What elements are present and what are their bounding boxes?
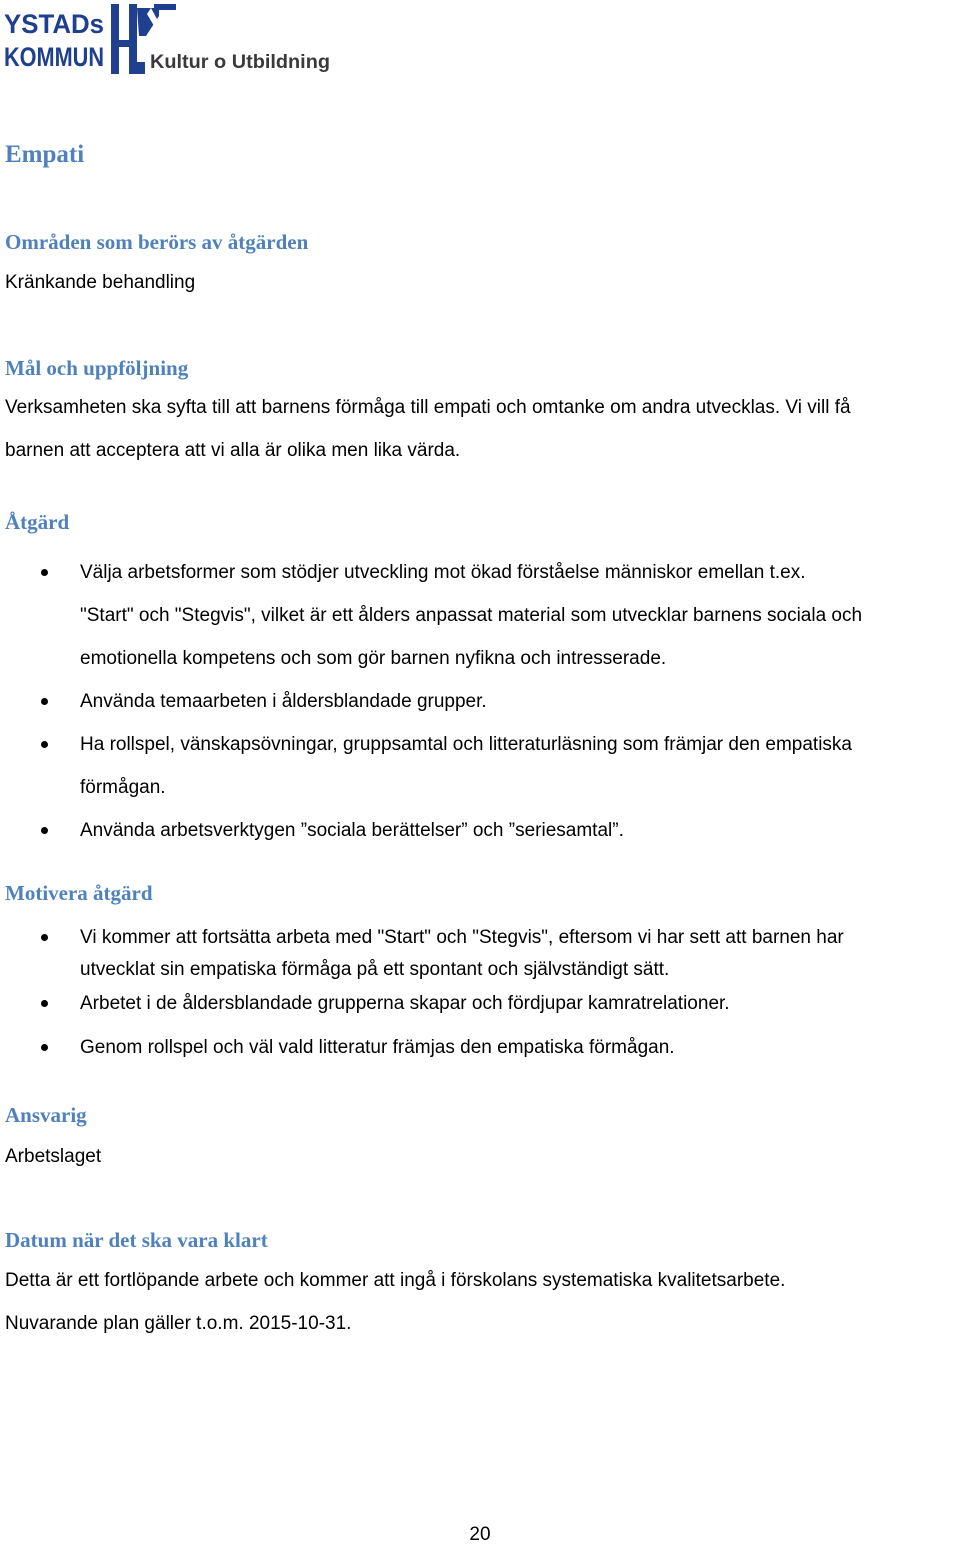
bullet-icon bbox=[41, 934, 48, 941]
action-item-line: Ha rollspel, vänskapsövningar, gruppsamtal och litteraturläsning som främjar den empatiska bbox=[80, 734, 852, 755]
areas-text: Kränkande behandling bbox=[5, 272, 196, 293]
areas-heading: Områden som berörs av åtgärden bbox=[5, 230, 309, 254]
action-list bbox=[0, 551, 862, 852]
deadline-heading: Datum när det ska vara klart bbox=[5, 1228, 268, 1252]
action-item bbox=[0, 809, 862, 852]
responsible-text: Arbetslaget bbox=[5, 1146, 102, 1167]
motivation-item-line: Genom rollspel och väl vald litteratur främjas den empatiska förmågan. bbox=[80, 1037, 675, 1058]
bullet-icon bbox=[41, 741, 48, 748]
bullet-icon bbox=[41, 827, 48, 834]
motivation-item bbox=[0, 922, 844, 986]
bullet-icon bbox=[41, 698, 48, 705]
motivation-heading: Motivera åtgärd bbox=[5, 881, 153, 905]
action-heading: Åtgärd bbox=[5, 510, 70, 534]
action-item-line: Använda arbetsverktygen ”sociala berättelser” och ”seriesamtal”. bbox=[80, 820, 624, 841]
motivation-item-line: Arbetet i de åldersblandade grupperna skapar och fördjupar kamratrelationer. bbox=[80, 993, 730, 1014]
action-item-line: "Start" och "Stegvis", vilket är ett ålders anpassat material som utvecklar barnens sociala och bbox=[80, 605, 863, 626]
action-item bbox=[0, 680, 862, 723]
goals-line1: Verksamheten ska syfta till att barnens förmåga till empati och omtanke om andra utvecklas. Vi vill få bbox=[5, 397, 851, 418]
action-item bbox=[0, 551, 862, 680]
responsible-heading: Ansvarig bbox=[5, 1103, 87, 1127]
bullet-icon bbox=[41, 1000, 48, 1007]
action-item-line: Välja arbetsformer som stödjer utveckling mot ökad förståelse människor emellan t.ex. bbox=[80, 562, 806, 583]
logo-wordmark bbox=[4, 9, 104, 72]
logo-line2: KOMMUN bbox=[4, 42, 104, 72]
goals-line2: barnen att acceptera att vi alla är olika men lika värda. bbox=[5, 440, 461, 461]
goals-heading: Mål och uppföljning bbox=[5, 356, 189, 380]
logo-line1: YSTADs bbox=[4, 9, 104, 39]
page-title: Empati bbox=[5, 141, 85, 168]
action-item-line: emotionella kompetens och som gör barnen nyfikna och intresserade. bbox=[80, 648, 667, 669]
action-item bbox=[0, 723, 862, 809]
page-number: 20 bbox=[469, 1524, 491, 1545]
bullet-icon bbox=[41, 569, 48, 576]
motivation-item bbox=[0, 1032, 844, 1064]
ystad-kommun-logo bbox=[4, 2, 334, 76]
deadline-line2: Nuvarande plan gäller t.o.m. 2015-10-31. bbox=[5, 1313, 352, 1334]
logo-department: Kultur o Utbildning bbox=[150, 52, 330, 73]
motivation-list bbox=[0, 922, 844, 1064]
motivation-item bbox=[0, 988, 844, 1020]
action-item-line: förmågan. bbox=[80, 777, 166, 798]
action-item-line: Använda temaarbeten i åldersblandade grupper. bbox=[80, 691, 487, 712]
bullet-icon bbox=[41, 1044, 48, 1051]
motivation-item-line: utvecklat sin empatiska förmåga på ett spontant och självständigt sätt. bbox=[80, 959, 670, 980]
motivation-item-line: Vi kommer att fortsätta arbeta med "Start" och "Stegvis", eftersom vi har sett att barnen har bbox=[80, 927, 844, 948]
deadline-line1: Detta är ett fortlöpande arbete och kommer att ingå i förskolans systematiska kvalitetsarbete. bbox=[5, 1270, 786, 1291]
